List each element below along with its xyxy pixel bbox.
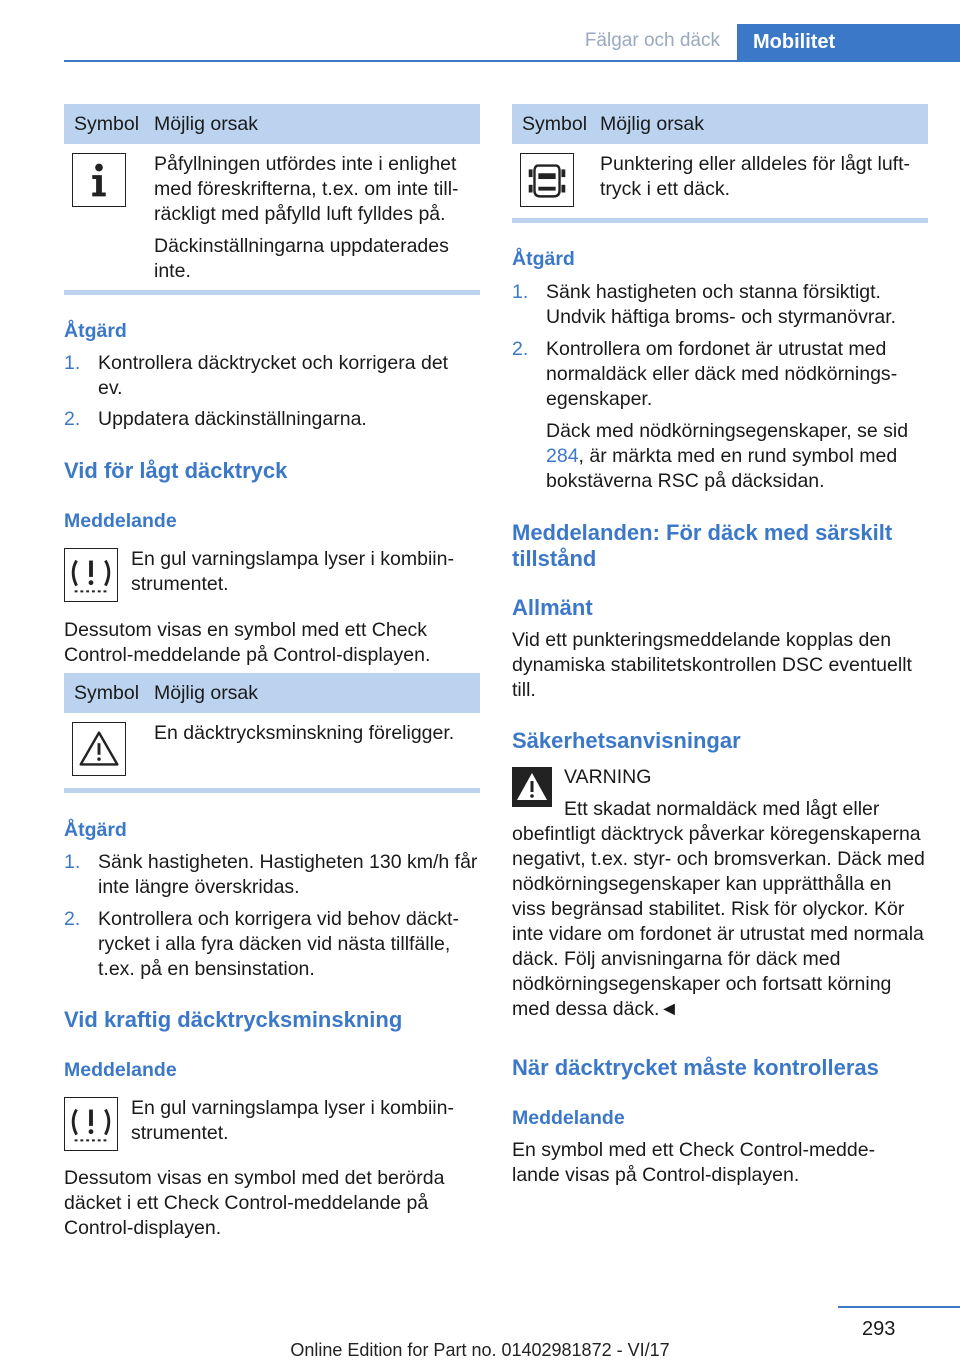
list-number: 1.: [512, 281, 529, 303]
cause-text: En däcktrycksminskning föreligger.: [154, 722, 455, 744]
car-tire-puncture-icon: [520, 153, 574, 207]
note-text: Däck med nödkörningsegenskaper, se sid 284, är märkta med en rund symbol med bokstäverna RSC på däcksidan.: [546, 420, 909, 492]
list-text: Sänk hastigheten och stanna försiktigt. Undvik häftiga broms- och styrmanövrar.: [546, 281, 897, 328]
warning-text: Ett skadat normaldäck med lågt eller obefintligt däcktryck påverkar köregenskaperna negativt, t.ex. styr- och bromsverkan. Däck med nödkörningsegenskaper kan upprätthålla en viss begränsad stabilitet. Risk för olyckor. Kör inte vidare om fordonet är utrustat med normala däck. Följ anvisningarna för däck med nödkörningsegenskaper och fortsatt körning med dessa däck.◄: [512, 798, 925, 1020]
section-heading: Vid för lågt däcktryck: [64, 458, 288, 483]
cause-text: Påfyllningen utfördes inte i enlighet med föreskrifterna, t.ex. om inte tillräckligt med påfylld luft fylldes på.: [154, 153, 459, 225]
table-header: [64, 104, 480, 144]
table-end-rule: [64, 788, 480, 793]
list-number: 1.: [64, 352, 81, 374]
action-heading: Åtgärd: [64, 819, 127, 841]
tire-pressure-warning-icon: [64, 548, 118, 602]
tire-pressure-warning-icon: [64, 1097, 118, 1151]
body-text: Dessutom visas en symbol med ett Check Control-meddelande på Control-displayen.: [64, 619, 431, 666]
action-heading: Åtgärd: [64, 320, 127, 342]
body-text: Vid ett punkteringsmeddelande kopplas den dynamiska stabilitetskontrollen DSC eventuellt till.: [512, 629, 912, 701]
page-link[interactable]: 284: [546, 445, 579, 467]
list-number: 2.: [64, 908, 81, 930]
cause-text: Däckinställningarna uppdaterades inte.: [154, 235, 449, 282]
warning-label: VARNING: [564, 766, 652, 788]
edition-note: Online Edition for Part no. 01402981872 - VI/17: [290, 1340, 670, 1360]
col-symbol-header: Symbol: [522, 113, 588, 135]
list-number: 2.: [64, 408, 81, 430]
list-text: Kontrollera däcktrycket och korrigera det ev.: [98, 352, 449, 399]
list-text: Kontrollera och korrigera vid behov däcktrycket i alla fyra däcken vid nästa tillfälle, t.ex. på en bensinstation.: [98, 908, 459, 980]
subsection-heading: Allmänt: [512, 595, 593, 620]
list-number: 2.: [512, 338, 529, 360]
subsection-heading: Meddelande: [64, 510, 177, 532]
list-item: [64, 407, 480, 432]
chapter-tab[interactable]: Mobilitet: [737, 24, 960, 62]
subsection-heading: Säkerhetsanvisningar: [512, 728, 741, 753]
section-title: Fälgar och däck: [584, 30, 720, 51]
message-text: En gul varningslampa lyser i kombiinstrumentet.: [131, 548, 454, 595]
table-header: [512, 104, 928, 144]
header-rule: [64, 60, 960, 62]
list-item: [512, 337, 928, 412]
col-cause-header: Möjlig orsak: [154, 682, 259, 704]
col-symbol-header: Symbol: [74, 113, 140, 135]
footer-rule: [838, 1306, 960, 1308]
col-cause-header: Möjlig orsak: [154, 113, 259, 135]
body-text: En symbol med ett Check Control-meddelande visas på Control-displayen.: [512, 1139, 876, 1186]
section-heading: Meddelanden: För däck med särskilt tillstånd: [512, 520, 893, 571]
cause-text: Punktering eller alldeles för lågt lufttryck i ett däck.: [600, 153, 910, 200]
table-end-rule: [512, 218, 928, 223]
subsection-heading: Meddelande: [512, 1107, 625, 1129]
col-symbol-header: Symbol: [74, 682, 140, 704]
subsection-heading: Meddelande: [64, 1059, 177, 1081]
list-text: Sänk hastigheten. Hastigheten 130 km/h får inte längre överskridas.: [98, 851, 478, 898]
section-heading: När däcktrycket måste kontrolleras: [512, 1055, 879, 1080]
page-number: 293: [862, 1318, 896, 1340]
warning-triangle-icon: [72, 722, 126, 776]
message-text: En gul varningslampa lyser i kombiinstrumentet.: [131, 1097, 454, 1144]
list-item: [64, 351, 480, 401]
list-item: [64, 850, 480, 900]
body-text: Dessutom visas en symbol med det berörda däcket i ett Check Control-meddelande på Control-displayen.: [64, 1167, 445, 1239]
action-heading: Åtgärd: [512, 248, 575, 270]
table-end-rule: [64, 290, 480, 295]
list-text: Uppdatera däckinställningarna.: [98, 408, 367, 430]
list-item: [512, 280, 928, 330]
list-item: [64, 907, 480, 982]
section-heading: Vid kraftig däcktrycksminskning: [64, 1007, 403, 1032]
table-header: [64, 673, 480, 713]
list-text: Kontrollera om fordonet är utrustat med normaldäck eller däck med nödkörningsegenskaper.: [546, 338, 898, 410]
list-number: 1.: [64, 851, 81, 873]
info-icon: [72, 153, 126, 207]
col-cause-header: Möjlig orsak: [600, 113, 705, 135]
